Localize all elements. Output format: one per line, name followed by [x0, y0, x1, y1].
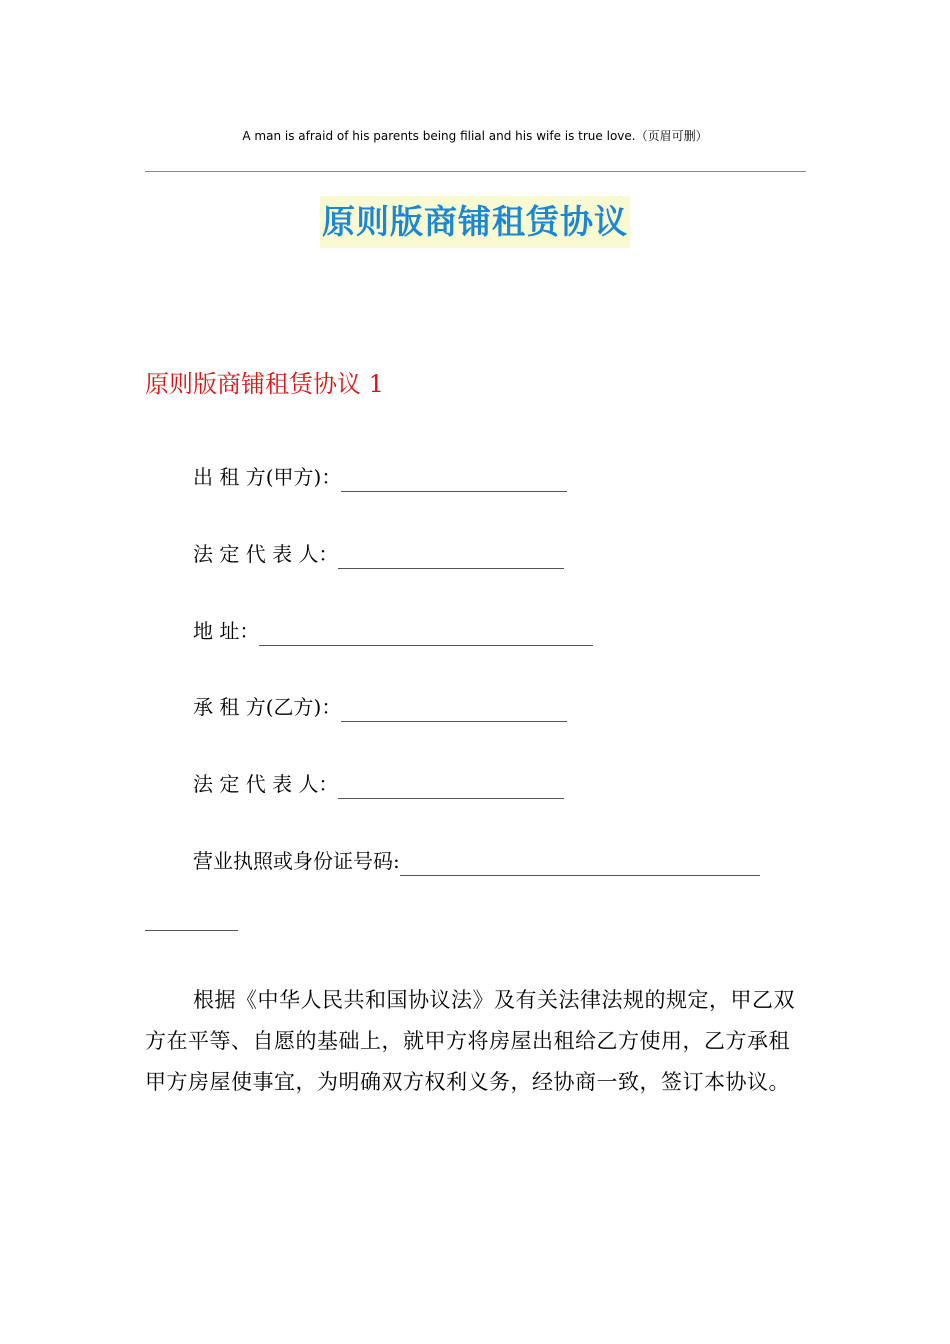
field-blank-lessor-rep: [338, 540, 564, 569]
document-title: 原则版商铺租赁协议: [320, 196, 630, 248]
field-blank-lessee: [341, 693, 567, 722]
section-title: 原则版商铺租赁协议 1: [145, 370, 384, 398]
field-label-lessor: 出 租 方(甲方)：: [193, 465, 342, 489]
field-label-lessee-rep: 法 定 代 表 人：: [193, 772, 339, 796]
field-lessor: [193, 462, 567, 492]
field-lessor-rep: [193, 539, 564, 569]
field-label-lessee: 承 租 方(乙方)：: [193, 695, 342, 719]
field-blank-address: [259, 617, 593, 646]
field-label-address: 地 址：: [193, 619, 260, 643]
field-label-lessor-rep: 法 定 代 表 人：: [193, 542, 339, 566]
field-label-license-id: 营业执照或身份证号码:: [193, 849, 400, 873]
field-lessee-rep: [193, 769, 564, 799]
field-license-id: [193, 846, 760, 876]
field-blank-license-id: [400, 847, 760, 876]
title-container: [0, 196, 950, 248]
field-lessee: [193, 692, 567, 722]
field-blank-lessee-rep: [338, 770, 564, 799]
field-blank-license-id-continued: [145, 930, 238, 931]
header-divider: [145, 171, 806, 172]
field-address: [193, 616, 593, 646]
field-blank-lessor: [341, 463, 567, 492]
header-text: A man is afraid of his parents being filial and his wife is true love.（页眉可删）: [242, 129, 708, 143]
intro-paragraph: 根据《中华人民共和国协议法》及有关法律法规的规定，甲乙双方在平等、自愿的基础上，就甲方将房屋出租给乙方使用，乙方承租甲方房屋使事宜，为明确双方权利义务，经协商一致，签订本协议。: [145, 988, 795, 1094]
